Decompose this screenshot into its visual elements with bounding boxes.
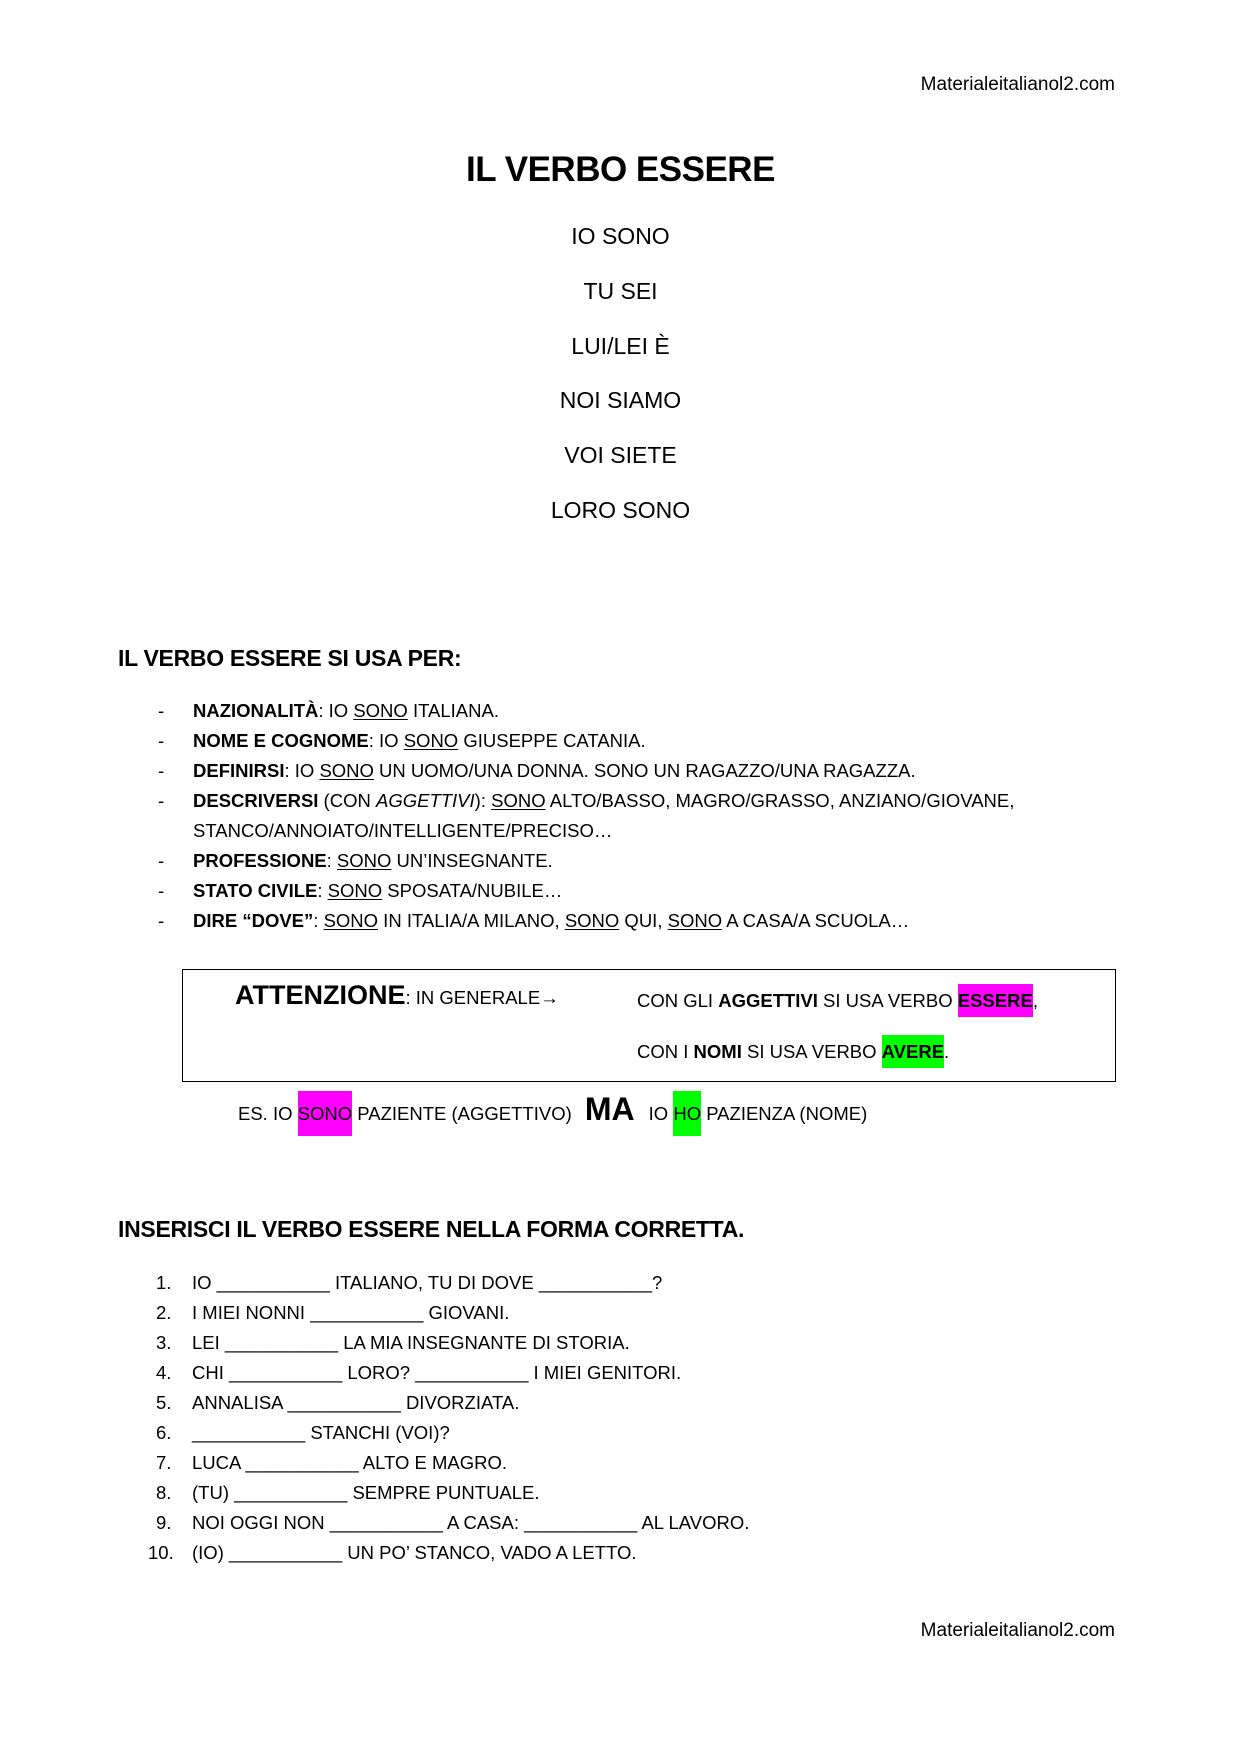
example-text: ES. IO bbox=[238, 1103, 298, 1124]
bullet-dash: - bbox=[158, 730, 165, 751]
use-label: DESCRIVERSI bbox=[193, 790, 319, 811]
verb-underlined: SONO bbox=[564, 910, 620, 931]
item-text: LUCA ___________ ALTO E MAGRO. bbox=[192, 1452, 508, 1473]
uses-list bbox=[118, 696, 1118, 936]
verb-underlined: SONO bbox=[319, 760, 374, 781]
item-number: 10. bbox=[148, 1542, 174, 1563]
use-text: IN ITALIA/A MILANO, bbox=[378, 910, 565, 931]
conjugation-noi: NOI SIAMO bbox=[559, 387, 682, 413]
conjugation-io: IO SONO bbox=[571, 223, 670, 249]
item-text: ___________ STANCHI (VOI)? bbox=[192, 1422, 450, 1443]
footer-site-name: Materialeitalianol2.com bbox=[920, 1620, 1115, 1641]
use-label: DIRE “DOVE” bbox=[193, 910, 314, 931]
use-text: : IO bbox=[368, 730, 404, 751]
use-text: ): bbox=[474, 790, 492, 811]
highlight-sono: SONO bbox=[298, 1091, 352, 1136]
bullet-dash: - bbox=[158, 880, 165, 901]
attention-heading: ATTENZIONE bbox=[235, 980, 406, 1010]
exercise-item bbox=[118, 1298, 1118, 1328]
verb-underlined: SONO bbox=[336, 850, 392, 871]
item-number: 2. bbox=[156, 1302, 172, 1323]
rule-keyword: AGGETTIVI bbox=[718, 990, 818, 1011]
attention-example bbox=[238, 1091, 867, 1128]
use-text: SPOSATA/NUBILE… bbox=[382, 880, 563, 901]
bullet-dash: - bbox=[158, 700, 165, 721]
use-text: : bbox=[317, 880, 328, 901]
item-number: 5. bbox=[156, 1392, 172, 1413]
conjugation-tu: TU SEI bbox=[583, 278, 658, 304]
example-text: PAZIENTE (AGGETTIVO) bbox=[352, 1103, 577, 1124]
item-number: 1. bbox=[156, 1272, 172, 1293]
verb-underlined: SONO bbox=[491, 790, 546, 811]
item-text: CHI ___________ LORO? ___________ I MIEI GENITORI. bbox=[192, 1362, 682, 1383]
list-item bbox=[118, 696, 1118, 726]
use-italic: AGGETTIVI bbox=[375, 790, 475, 811]
attention-box bbox=[182, 969, 1116, 1082]
item-number: 9. bbox=[156, 1512, 172, 1533]
arrow-right-icon: → bbox=[540, 987, 559, 1008]
verb-underlined: SONO bbox=[667, 910, 723, 931]
use-text: ITALIANA. bbox=[407, 700, 499, 721]
exercise-item bbox=[118, 1448, 1118, 1478]
exercise-item bbox=[118, 1508, 1118, 1538]
exercise-item bbox=[118, 1388, 1118, 1418]
exercise-item bbox=[118, 1538, 1118, 1568]
list-item bbox=[118, 906, 1118, 936]
list-item bbox=[118, 786, 1118, 846]
item-number: 4. bbox=[156, 1362, 172, 1383]
use-label: PROFESSIONE bbox=[193, 850, 327, 871]
page-title: IL VERBO ESSERE bbox=[466, 150, 775, 189]
list-item bbox=[118, 726, 1118, 756]
rule-nouns bbox=[637, 1041, 949, 1063]
conjugation-voi: VOI SIETE bbox=[564, 442, 677, 468]
example-text: IO bbox=[648, 1103, 674, 1124]
rule-text: , bbox=[1032, 990, 1038, 1011]
use-text: : IO bbox=[284, 760, 320, 781]
item-text: (TU) ___________ SEMPRE PUNTUALE. bbox=[192, 1482, 540, 1503]
use-text: : IO bbox=[318, 700, 354, 721]
attention-intro: : IN GENERALE bbox=[405, 987, 541, 1008]
rule-text: SI USA VERBO bbox=[741, 1041, 882, 1062]
item-text: LEI ___________ LA MIA INSEGNANTE DI STORIA. bbox=[192, 1332, 630, 1353]
exercise-item bbox=[118, 1358, 1118, 1388]
item-text: NOI OGGI NON ___________ A CASA: ___________ AL LAVORO. bbox=[192, 1512, 750, 1533]
rule-text: SI USA VERBO bbox=[817, 990, 958, 1011]
use-label: STATO CIVILE bbox=[193, 880, 318, 901]
use-text: GIUSEPPE CATANIA. bbox=[458, 730, 646, 751]
rule-text: . bbox=[944, 1041, 950, 1062]
item-text: IO ___________ ITALIANO, TU DI DOVE ___________? bbox=[192, 1272, 663, 1293]
item-number: 6. bbox=[156, 1422, 172, 1443]
verb-underlined: SONO bbox=[323, 910, 379, 931]
verb-underlined: SONO bbox=[353, 700, 408, 721]
header-site-name: Materialeitalianol2.com bbox=[920, 74, 1115, 95]
exercise-heading: INSERISCI IL VERBO ESSERE NELLA FORMA CORRETTA. bbox=[118, 1216, 745, 1242]
exercise-item bbox=[118, 1268, 1118, 1298]
use-text: : bbox=[313, 910, 324, 931]
item-number: 7. bbox=[156, 1452, 172, 1473]
use-label: NOME E COGNOME bbox=[193, 730, 369, 751]
use-text: (CON bbox=[318, 790, 376, 811]
rule-text: CON GLI bbox=[637, 990, 719, 1011]
use-text: : bbox=[326, 850, 337, 871]
verb-underlined: SONO bbox=[327, 880, 383, 901]
rule-adjectives bbox=[637, 990, 1038, 1012]
exercise-list bbox=[118, 1268, 1118, 1568]
attention-heading-line bbox=[235, 980, 559, 1011]
bullet-dash: - bbox=[158, 850, 165, 871]
use-text: UN UOMO/UNA DONNA. SONO UN RAGAZZO/UNA RAGAZZA. bbox=[373, 760, 916, 781]
exercise-item bbox=[118, 1328, 1118, 1358]
rule-text: CON I bbox=[637, 1041, 694, 1062]
use-continuation: STANCO/ANNOIATO/INTELLIGENTE/PRECISO… bbox=[193, 820, 613, 841]
example-ma: MA bbox=[584, 1091, 635, 1127]
highlight-essere: ESSERE bbox=[958, 984, 1033, 1017]
exercise-item bbox=[118, 1418, 1118, 1448]
list-item bbox=[118, 756, 1118, 786]
highlight-avere: AVERE bbox=[882, 1035, 944, 1068]
bullet-dash: - bbox=[158, 910, 165, 931]
rule-keyword: NOMI bbox=[693, 1041, 742, 1062]
use-text: UN’INSEGNANTE. bbox=[391, 850, 553, 871]
list-item bbox=[118, 846, 1118, 876]
bullet-dash: - bbox=[158, 760, 165, 781]
item-number: 3. bbox=[156, 1332, 172, 1353]
list-item bbox=[118, 876, 1118, 906]
item-text: (IO) ___________ UN PO’ STANCO, VADO A LETTO. bbox=[192, 1542, 637, 1563]
conjugation-lui-lei: LUI/LEI È bbox=[571, 333, 670, 359]
highlight-ho: HO bbox=[673, 1091, 701, 1136]
verb-underlined: SONO bbox=[403, 730, 459, 751]
item-text: ANNALISA ___________ DIVORZIATA. bbox=[192, 1392, 520, 1413]
example-text: PAZIENZA (NOME) bbox=[701, 1103, 868, 1124]
use-label: NAZIONALITÀ bbox=[193, 700, 319, 721]
use-text: A CASA/A SCUOLA… bbox=[722, 910, 910, 931]
item-number: 8. bbox=[156, 1482, 172, 1503]
bullet-dash: - bbox=[158, 790, 165, 811]
uses-heading: IL VERBO ESSERE SI USA PER: bbox=[118, 645, 462, 671]
use-text: QUI, bbox=[619, 910, 668, 931]
item-text: I MIEI NONNI ___________ GIOVANI. bbox=[192, 1302, 510, 1323]
use-text: ALTO/BASSO, MAGRO/GRASSO, ANZIANO/GIOVANE, bbox=[545, 790, 1015, 811]
exercise-item bbox=[118, 1478, 1118, 1508]
conjugation-loro: LORO SONO bbox=[550, 497, 691, 523]
use-label: DEFINIRSI bbox=[193, 760, 285, 781]
